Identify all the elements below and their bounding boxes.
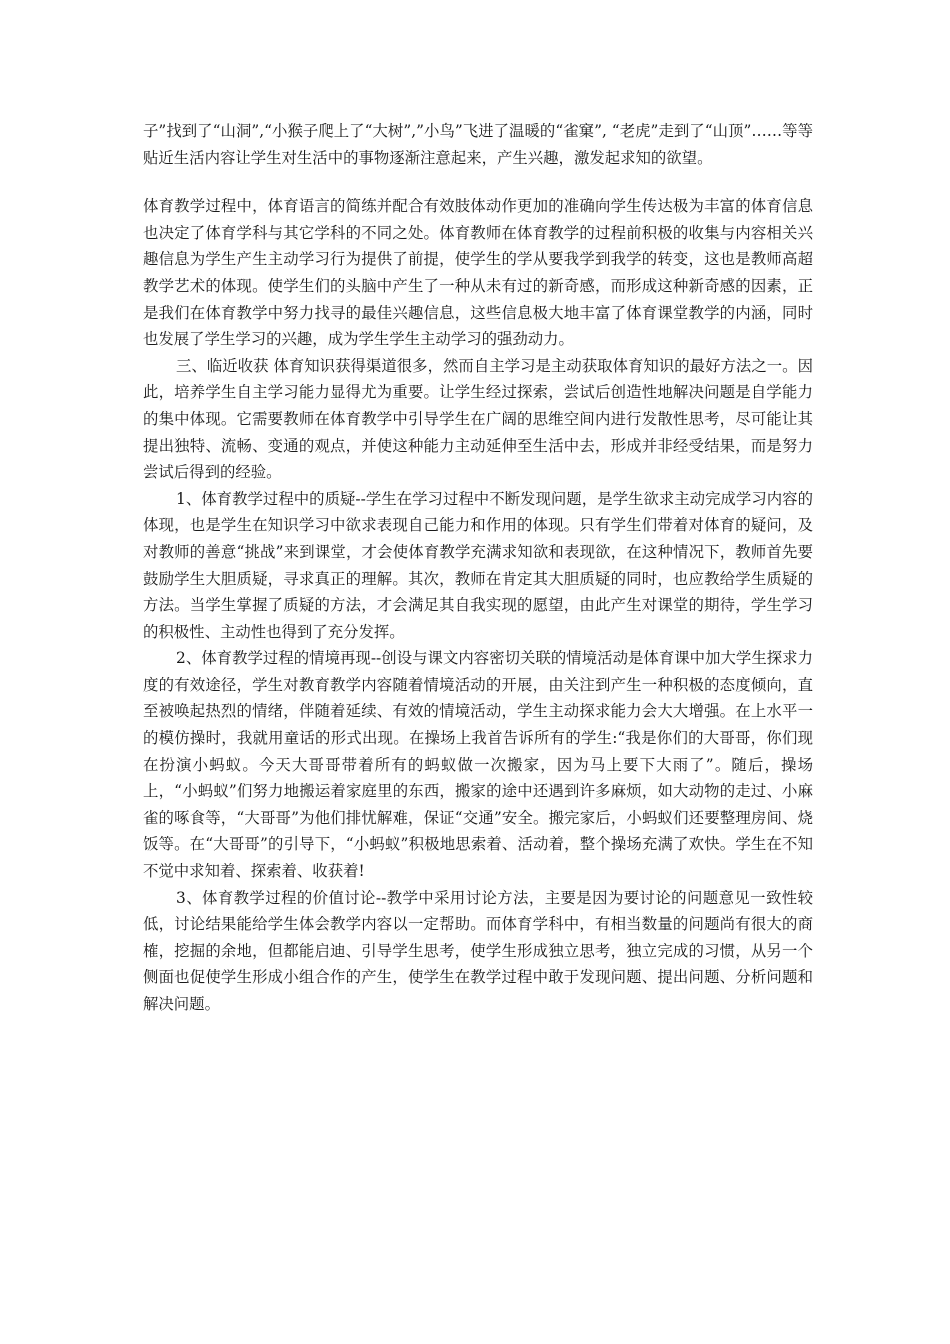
paragraph-item-3-discussion: 3、体育教学过程的价值讨论--教学中采用讨论方法，主要是因为要讨论的问题意见一致性较低，讨论结果能给学生体会教学内容以一定帮助。而体育学科中，有相当数量的问题尚有很大的商榷，挖掘的余地，但都能启迪、引导学生思考，使学生形成独立思考，独立完成的习惯，从另一个侧面也促使学生形成小组合作的产生，使学生在教学过程中敢于发现问题、提出问题、分析问题和解决问题。	[143, 888, 813, 1013]
paragraph-item-1-questioning: 1、体育教学过程中的质疑--学生在学习过程中不断发现问题，是学生欲求主动完成学习内容的体现，也是学生在知识学习中欲求表现自己能力和作用的体现。只有学生们带着对体育的疑问，及对教师的善意“挑战”来到课堂，才会使体育教学充满求知欲和表现欲，在这种情况下，教师首先要鼓励学生大胆质疑，寻求真正的理解。其次，教师在肯定其大胆质疑的同时，也应教给学生质疑的方法。当学生掌握了质疑的方法，才会满足其自我实现的愿望，由此产生对课堂的期待，学生学习的积极性、主动性也得到了充分发挥。	[143, 489, 813, 641]
paragraph-teaching-language: 体育教学过程中，体育语言的简练并配合有效肢体动作更加的准确向学生传达极为丰富的体育信息也决定了体育学科与其它学科的不同之处。体育教师在体育教学的过程前积极的收集与内容相关兴趣信息为学生产生主动学习行为提供了前提，使学生的学从要我学到我学的转变，这也是教师高超教学艺术的体现。使学生们的头脑中产生了一种从未有过的新奇感，而形成这种新奇感的因素，正是我们在体育教学中努力找寻的最佳兴趣信息，这些信息极大地丰富了体育课堂教学的内涵，同时也发展了学生学习的兴趣，成为学生学生主动学习的强劲动力。	[143, 197, 813, 349]
paragraph-continuation: 子”找到了“山洞”,“小猴子爬上了“大树”,”小鸟”飞进了温暖的“雀窠”, “老虎”走到了“山顶”……等等贴近生活内容让学生对生活中的事物逐渐注意起来，产生兴趣，激发起求知的欲望。	[143, 122, 813, 167]
document-body	[143, 118, 813, 1018]
paragraph-section-three: 三、临近收获 体育知识获得渠道很多，然而自主学习是主动获取体育知识的最好方法之一。因此，培养学生自主学习能力显得尤为重要。让学生经过探索，尝试后创造性地解决问题是自学能力的集中体现。它需要教师在体育教学中引导学生在广阔的思维空间内进行发散性思考，尽可能让其提出独特、流畅、变通的观点，并使这种能力主动延伸至生活中去，形成并非经受结果，而是努力尝试后得到的经验。	[143, 356, 813, 482]
paragraph-gap	[143, 171, 813, 193]
paragraph-item-2-situation: 2、体育教学过程的情境再现--创设与课文内容密切关联的情境活动是体育课中加大学生探求力度的有效途径，学生对教育教学内容随着情境活动的开展，由关注到产生一种积极的态度倾向，直至被唤起热烈的情绪，伴随着延续、有效的情境活动，学生主动探求能力会大大增强。在上水平一的模仿操时，我就用童话的形式出现。在操场上我首告诉所有的学生:“我是你们的大哥哥，你们现在扮演小蚂蚁。今天大哥哥带着所有的蚂蚁做一次搬家，因为马上要下大雨了”。随后，操场上，“小蚂蚁”们努力地搬运着家庭里的东西，搬家的途中还遇到许多麻烦，如大动物的走过、小麻雀的啄食等，“大哥哥”为他们排忧解难，保证“交通”安全。搬完家后，小蚂蚁们还要整理房间、烧饭等。在“大哥哥”的引导下，“小蚂蚁”积极地思索着、活动着，整个操场充满了欢快。学生在不知不觉中求知着、探索着、收获着!	[143, 649, 813, 881]
